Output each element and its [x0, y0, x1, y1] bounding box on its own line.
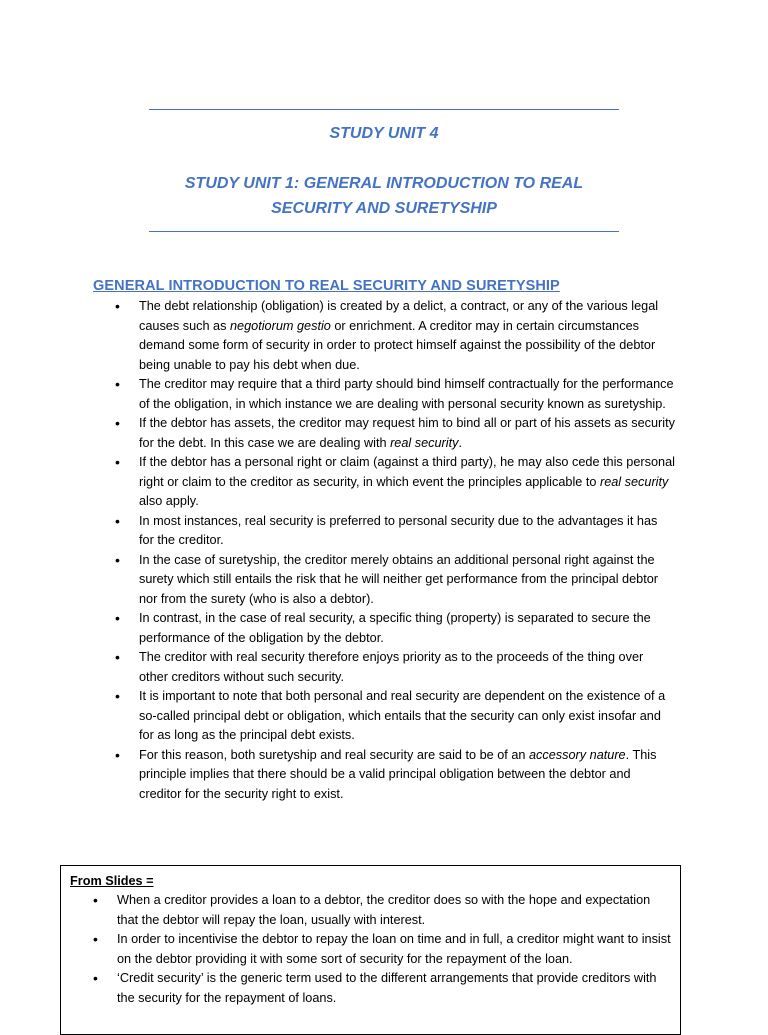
list-item: • It is important to note that both personal and real security are dependent on the existence of a so-called principal debt or obligation, which entails that the security can only exist insofar and for as long as the principal debt exists.: [115, 687, 675, 746]
study-unit-subtitle: [120, 171, 648, 221]
list-item: • The debt relationship (obligation) is created by a delict, a contract, or any of the various legal causes such as negotiorum gestio or enrichment. A creditor may in certain circumstances demand some form of security in order to protect himself against the possibility of the debtor being unable to pay his debt when due.: [115, 297, 675, 375]
study-unit-title: STUDY UNIT 4: [329, 125, 439, 142]
list-item: • The creditor may require that a third party should bind himself contractually for the performance of the obligation, in which instance we are dealing with personal security known as suretyship.: [115, 375, 675, 414]
list-item: • When a creditor provides a loan to a debtor, the creditor does so with the hope and expectation that the debtor will repay the loan, usually with interest.: [93, 891, 673, 930]
section-heading: GENERAL INTRODUCTION TO REAL SECURITY AND SURETYSHIP: [93, 278, 560, 294]
top-divider: [149, 109, 619, 110]
list-item: • If the debtor has assets, the creditor may request him to bind all or part of his assets as security for the debt. In this case we are dealing with real security.: [115, 414, 675, 453]
slides-box-list: [93, 891, 673, 1008]
list-item: • In order to incentivise the debtor to repay the loan on time and in full, a creditor might want to insist on the debtor providing it with some sort of security for the repayment of the loan.: [93, 930, 673, 969]
list-item: • In contrast, in the case of real security, a specific thing (property) is separated to secure the performance of the obligation by the debtor.: [115, 609, 675, 648]
list-item: • In the case of suretyship, the creditor merely obtains an additional personal right against the surety which still entails the risk that he will neither get performance from the principal debtor nor from the surety (who is also a debtor).: [115, 551, 675, 610]
list-item: • In most instances, real security is preferred to personal security due to the advantages it has for the creditor.: [115, 512, 675, 551]
list-item: • The creditor with real security therefore enjoys priority as to the proceeds of the thing over other creditors without such security.: [115, 648, 675, 687]
subtitle-line-1: STUDY UNIT 1: GENERAL INTRODUCTION TO REAL: [184, 175, 584, 192]
list-item: • For this reason, both suretyship and real security are said to be of an accessory nature. This principle implies that there should be a valid principal obligation between the debtor and creditor for the security right to exist.: [115, 746, 675, 805]
bullet-list: [115, 297, 675, 804]
list-item: • ‘Credit security’ is the generic term used to the different arrangements that provide creditors with the security for the repayment of loans.: [93, 969, 673, 1008]
subtitle-line-2: SECURITY AND SURETYSHIP: [271, 200, 497, 217]
slides-box-title: From Slides =: [70, 874, 154, 888]
slides-box: [60, 865, 681, 1035]
bottom-divider: [149, 231, 619, 232]
list-item: • If the debtor has a personal right or claim (against a third party), he may also cede this personal right or claim to the creditor as security, in which event the principles applicable to real security also apply.: [115, 453, 675, 512]
